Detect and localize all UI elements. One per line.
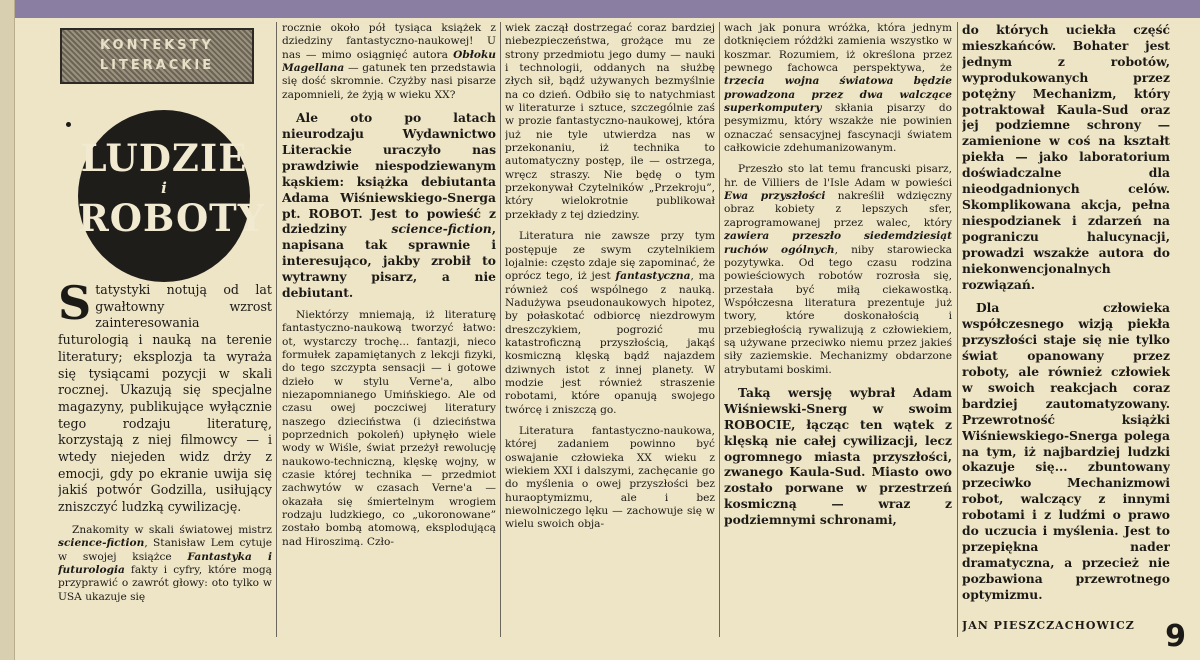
title-line-2: i xyxy=(161,179,167,197)
column-rule xyxy=(957,22,958,637)
paragraph xyxy=(282,110,496,301)
lead-text: tatystyki notują od lat gwałtowny wzrost zainteresowania futurologią i nauką na terenie literatury; eksplozja ta wyraża się tysiącami pozycji w skali rocznej. Ukazują się specjalne magazyny, publikujące wyłącznie tego rodzaju literaturę, korzystają z niej filmowcy — i wtedy niejeden widz drży z emocji, gdy po ekranie uwija się jakiś potwór Godzilla, usiłujący zniszczyć ludzką cywilizację. xyxy=(58,282,272,515)
paragraph: do których uciekła część mieszkańców. Bohater jest jednym z robotów, wyprodukowanych przez potężny Mechanizm, który potraktował Kaula-Sud oraz jej podziemne schrony — zamienione w coś na kształt piekła — jako laboratorium doświadczalne dla nieodgadnionych celów. Skomplikowana akcja, pełna niespodzianek i zdarzeń na pograniczu halucynacji, prowadzi wszakże autora do niekonwencjonalnych rozwiązań. xyxy=(962,22,1170,292)
title-line-3: ROBOTY xyxy=(78,196,266,240)
text: nakreślił wdzięczny obraz kobiety z lepszych sfer, zaprogramowanej przez walec, który xyxy=(724,190,952,229)
text: — gatunek ten przedstawia się dość skromnie. Czyżby nasi pisarze zapomnieli, że żyją w wieku XX? xyxy=(282,62,496,101)
article-column-2 xyxy=(282,22,496,632)
section-line-2: LITERACKIE xyxy=(99,58,215,73)
paragraph: Dla człowieka współczesnego wizją piekła przyszłości staje się nie tylko świat opanowany przez roboty, ale również człowiek w swoich reakcjach coraz bardziej zautomatyzowany. Przewrotność książki Wiśniewskiego-Snerga polega na tym, iż najbardziej ludzki okazuje się... zbuntowany przeciwko Mechanizmowi robot, walczący z innymi robotami i z ludźmi o prawo do uczucia i myślenia. Jest to przepiękna nader dramatyczna, a przecież nie pozbawiona przewrotnego optymizmu. xyxy=(962,300,1170,602)
title-spacer xyxy=(58,22,272,282)
article-column-5 xyxy=(962,22,1170,637)
paragraph: Taką wersję wybrał Adam Wiśniewski-Snerg w swoim ROBOCIE, łącząc ten wątek z klęską nie całej cywilizacji, lecz ogromnego miasta przyszłości, zwanego Kaula-Sud. Miasto owo zostało porwane w przestrzeń kosmiczną — wraz z podziemnymi schronami, xyxy=(724,384,952,528)
text: skłania pisarzy do pesymizmu, który wszakże nie powinien oznaczać sensacyjnej fascynacji światem całkowicie zdehumanizowanym. xyxy=(724,102,952,155)
text: , ma również coś wspólnego z nauką. Nadużywa pseudonaukowych hipotez, by połaskotać odbiorcę niezdrowym dreszczykiem, pogrozić mu katastroficzną przyszłością, jakąś kosmiczną klęską bądź najazdem dziwnych istot z innej planety. W modzie jest również straszenie robotami, które opanują swojego twórcę i zniszczą go. xyxy=(505,270,715,416)
paragraph xyxy=(282,22,496,102)
article-column-3 xyxy=(505,22,715,637)
paragraph xyxy=(724,163,952,377)
text: Znakomity w skali światowej mistrz xyxy=(72,523,272,536)
text: rocznie około pół tysiąca książek z dziedziny fantastyczno-naukowej! U nas — mimo osiągnięć autora xyxy=(282,22,496,61)
article-column-1 xyxy=(58,22,272,632)
text: fakty i cyfry, które mogą przyprawić o zawrót głowy: oto tylko w USA ukazuje się xyxy=(58,563,272,603)
text: , niby starowiecka pozytywka. Od tego czasu rodzina powieściowych robotów rozrosła się, przestała być miłą ciekawostką. Współczesna literatura prezentuje już twory, które doskonałością i przebiegłością rywalizują z człowiekiem, są używane przeciwko niemu przez jakieś siły zaziemskie. Mechanizmy obdarzone atrybutami boskimi. xyxy=(724,243,952,376)
section-line-1: KONTEKSTY xyxy=(100,38,214,53)
column-rule xyxy=(500,22,501,637)
text: science-fiction xyxy=(58,537,145,550)
paragraph: Literatura fantastyczno-naukowa, której zadaniem powinno być oswajanie człowieka XX wieku z wiekiem XXI i dalszymi, zachęcanie go do myślenia o owej przyszłości bez huraoptymizmu, ale i bez niewolniczego lęku — zachowuje się w wielu swoich obja- xyxy=(505,424,715,531)
page-number: 9 xyxy=(1165,619,1186,654)
title-line-1: LUDZIE xyxy=(80,136,248,180)
text: wach jak ponura wróżka, która jednym dotknięciem różdżki zamienia wszystko w koszmar. Rozumiem, iż określona przez pewnego fachowca perspektywa, że xyxy=(724,22,952,75)
article-column-4 xyxy=(724,22,952,637)
paragraph xyxy=(58,524,272,604)
column-rule xyxy=(276,22,277,637)
text: Przeszło sto lat temu francuski pisarz, hr. de Villiers de l'Isle Adam w powieści xyxy=(724,163,952,189)
paragraph xyxy=(724,22,952,155)
lead-paragraph xyxy=(58,276,272,516)
text: Fantastyka i futurologia xyxy=(58,550,272,576)
top-color-band xyxy=(0,0,1200,18)
text: zawiera przeszło siedemdziesiąt ruchów ogólnych xyxy=(724,230,952,256)
paragraph: Niektórzy mniemają, iż literaturę fantastyczno-naukową tworzyć łatwo: ot, wystarczy trochę... fantazji, nieco formułek zapamiętanych z lekcji fizyki, do tego szczypta sensacji — i gotowe dzieło w stylu Verne'a, albo niezapomnianego Umińskiego. Ale od czasu owej poczciwej literatury naszego dzieciństwa (i dzieciństwa poprzednich pokoleń) upłynęło wiele wody w Wiśle, świat przeżył rewolucję naukowo-techniczną, klęskę wojny, w czasie której technika — przedmiot zachwytów w czasach Verne'a — okazała się śmiertelnym wrogiem rodzaju ludzkiego, co „ukoronowane” zostało bombą atomową, eksplodującą nad Hiroszimą. Czło- xyxy=(282,308,496,548)
paragraph: wiek zaczął dostrzegać coraz bardziej niebezpieczeństwa, grożące mu ze strony przedmiotu jego dumy — nauki i technologii, oddanych na służbę złych sił, bądź używanych bezmyślnie na co dzień. Odbiło się to natychmiast w literaturze i sztuce, szczególnie zaś w prozie fantastyczno-naukowej, która już nie tyle utwierdza nas w przekonaniu, iż technika to automatyczny postęp, ile — ostrzega, wręcz straszy. Nie będę o tym przekonywał Czytelników „Przekroju”, który wielokrotnie publikował przekłady z tej dziedziny. xyxy=(505,22,715,221)
text: Ale oto po latach nieurodzaju Wydawnictwo Literackie uraczyło nas prawdziwie niespodziewanym kąskiem: książka debiutanta Adama Wiśniewskiego-Snerga pt. ROBOT. Jest to powieść z dziedziny xyxy=(282,110,496,237)
text: Obłoku Magellana xyxy=(282,48,496,75)
author-signature: JAN PIESZCZACHOWICZ xyxy=(962,618,1135,632)
text: Literatura nie zawsze przy tym postępuje ze swym czytelnikiem lojalnie: często zdaje się zapominać, że oprócz tego, iż jest xyxy=(505,230,715,283)
text: science-fiction xyxy=(391,221,492,237)
text: trzecia wojna światowa będzie prowadzona przez dwa walczące superkomputery xyxy=(724,75,952,115)
paragraph xyxy=(505,230,715,417)
text: Ewa przyszłości xyxy=(724,190,826,203)
drop-cap: S xyxy=(58,276,92,330)
page-edge xyxy=(0,0,15,660)
text: , Stanisław Lem cytuje w swojej książce xyxy=(58,537,272,563)
text: , napisana tak sprawnie i interesująco, jakby zrobił to wytrawny pisarz, a nie debiutant. xyxy=(282,221,496,301)
text: fantastyczna xyxy=(615,270,691,283)
column-rule xyxy=(719,22,720,637)
